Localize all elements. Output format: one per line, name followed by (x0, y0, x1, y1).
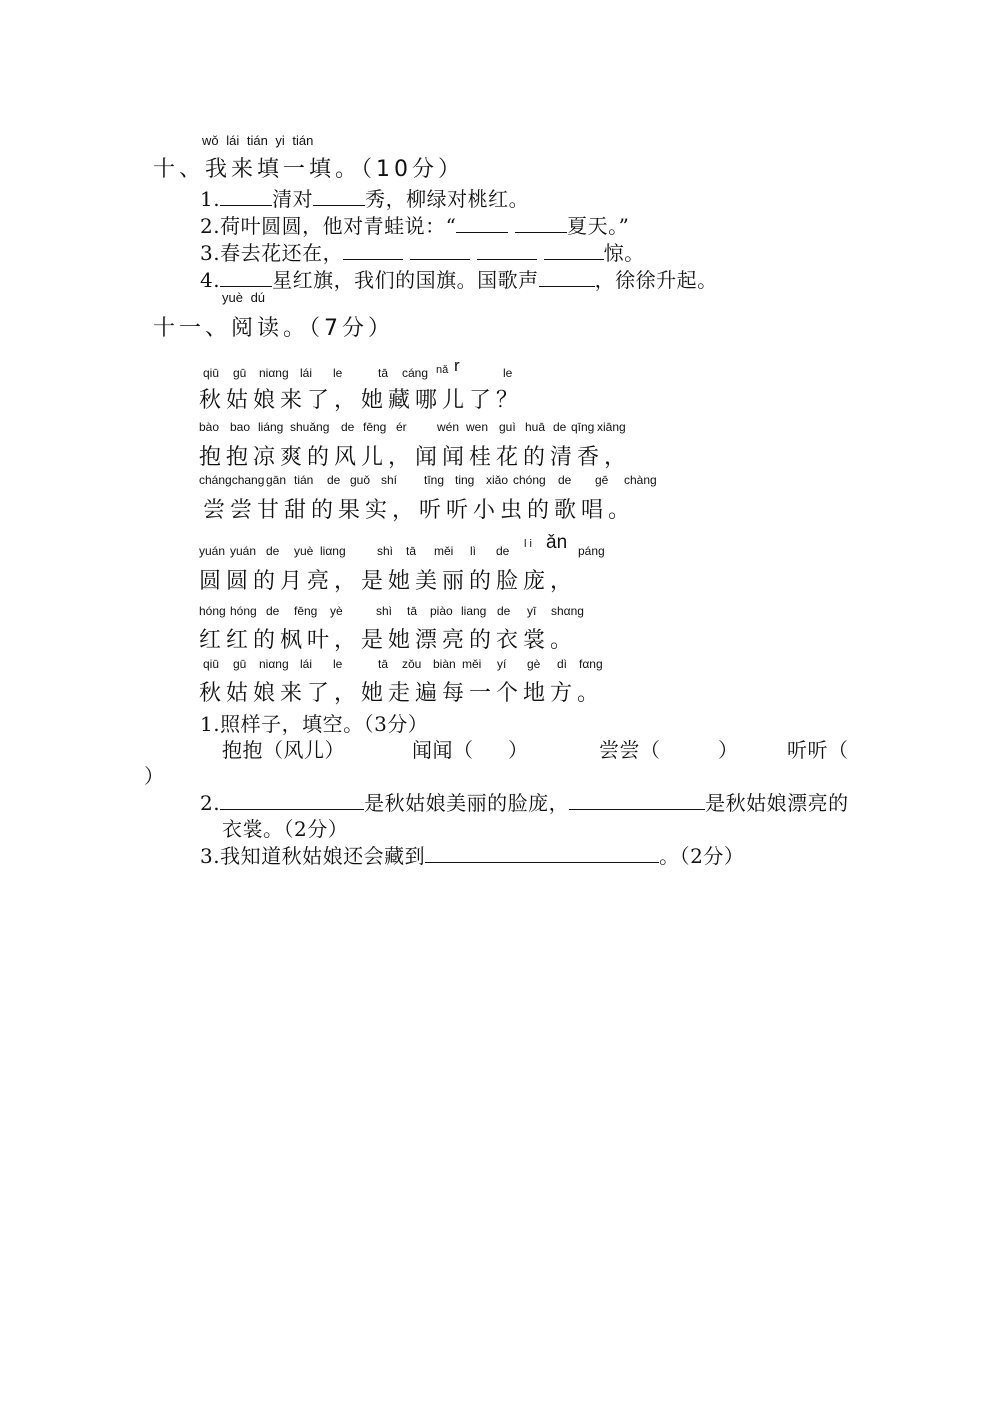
pinyin: yī (527, 604, 537, 618)
q2-a: 是秋姑娘美丽的脸庞， (364, 791, 570, 815)
pinyin: gū (233, 657, 247, 671)
pinyin: páng (578, 544, 605, 558)
blank[interactable] (313, 204, 365, 206)
q10-4-num: 4. (200, 268, 221, 292)
section-11-pinyin: yuè dú (222, 290, 266, 305)
pinyin: wen (466, 420, 489, 434)
pinyin: tā (378, 657, 389, 671)
pinyin: qiū (203, 657, 220, 671)
pinyin: yè (330, 604, 343, 618)
pinyin: qīng (571, 420, 595, 434)
pinyin: lái (300, 366, 313, 380)
pinyin: biàn (433, 657, 456, 671)
poem-line-3: 尝尝甘甜的果实，听听小虫的歌唱。 (203, 498, 636, 523)
pinyin: le (333, 366, 343, 380)
pinyin: hóng (199, 604, 226, 618)
pinyin: guǒ (350, 473, 371, 487)
pinyin: shì (376, 604, 393, 618)
pinyin: xiǎo (486, 473, 509, 487)
blank[interactable] (220, 808, 364, 810)
blank[interactable] (569, 808, 705, 810)
pinyin: liang (461, 604, 487, 618)
q1-item-3: 尝尝（ (599, 738, 661, 762)
pinyin: lái (300, 657, 313, 671)
pinyin: shì (377, 544, 394, 558)
poem-line-3-pinyin (0, 473, 1000, 491)
q10-1 (200, 183, 529, 212)
pinyin: de (266, 544, 280, 558)
q10-3-text: 3.春去花还在， (200, 241, 344, 265)
pinyin: de (266, 604, 280, 618)
q10-1-num: 1. (200, 187, 221, 211)
poem-line-5: 红红的枫叶，是她漂亮的衣裳。 (199, 628, 578, 653)
q2-num: 2. (200, 791, 221, 815)
pinyin: yí (497, 657, 507, 671)
pinyin: hóng (230, 604, 257, 618)
blank[interactable] (410, 258, 470, 260)
pinyin: ér (396, 420, 407, 434)
section-10-title: 十、我来填一填。（10分） (153, 157, 464, 182)
q10-2 (200, 210, 629, 239)
blank[interactable] (544, 258, 604, 260)
pinyin: cáng (402, 366, 429, 380)
poem-line-5-pinyin (0, 604, 1000, 622)
pinyin: měi (434, 544, 454, 558)
pinyin: guì (499, 420, 516, 434)
pinyin: le (503, 366, 513, 380)
blank[interactable] (220, 204, 272, 206)
poem-line-1-pinyin (0, 356, 1000, 378)
pinyin: r (454, 356, 460, 375)
q1-item-2-close: ） (508, 738, 529, 762)
pinyin: de (497, 604, 511, 618)
q3-b: 。（2分） (659, 844, 745, 868)
pinyin: piào (430, 604, 453, 618)
pinyin: chóng (513, 473, 546, 487)
pinyin: shuǎng (290, 420, 330, 434)
blank[interactable] (220, 285, 272, 287)
pinyin: yuán (199, 544, 226, 558)
q1-item-4: 听听（ (787, 738, 849, 762)
blank[interactable] (456, 231, 508, 233)
pinyin: tā (406, 544, 417, 558)
pinyin: shαng (551, 604, 584, 618)
poem-line-1: 秋姑娘来了，她藏哪儿了？ (199, 388, 524, 413)
pinyin: tā (407, 604, 418, 618)
q1-item-1: 抱抱（风儿） (222, 738, 345, 762)
pinyin: xiāng (597, 420, 626, 434)
pinyin: gān (266, 473, 287, 487)
pinyin: zǒu (402, 657, 422, 671)
pinyin: bao (230, 420, 251, 434)
poem-line-6-pinyin (0, 657, 1000, 675)
pinyin: fαng (579, 657, 603, 671)
q10-1-b: 秀，柳绿对桃红。 (365, 187, 530, 211)
pinyin: nǎ (436, 364, 449, 376)
pinyin: shí (381, 473, 398, 487)
pinyin: l i (524, 538, 532, 550)
pinyin: gū (233, 366, 247, 380)
pinyin: wén (437, 420, 460, 434)
question-2 (200, 787, 849, 816)
pinyin: de (496, 544, 510, 558)
section-11-title: 十一、阅读。（7分） (153, 316, 394, 341)
blank[interactable] (477, 258, 537, 260)
poem-line-4: 圆圆的月亮，是她美丽的脸庞， (199, 569, 578, 594)
pinyin: měi (462, 657, 482, 671)
q10-1-a: 清对 (272, 187, 314, 211)
pinyin: niαng (259, 657, 289, 671)
pinyin: ǎn (546, 532, 568, 553)
pinyin: de (327, 473, 341, 487)
question-1-title: 1.照样子，填空。（3分） (200, 712, 429, 736)
pinyin: yuè (294, 544, 314, 558)
pinyin: gè (527, 657, 541, 671)
pinyin: dì (557, 657, 568, 671)
pinyin: liαng (320, 544, 346, 558)
pinyin: de (553, 420, 567, 434)
pinyin: chàng (624, 473, 657, 487)
q1-item-3-close: ） (718, 738, 739, 762)
q10-3-end: 惊。 (603, 241, 645, 265)
pinyin: liáng (258, 420, 284, 434)
pinyin: ting (455, 473, 475, 487)
q10-4 (200, 264, 718, 293)
blank[interactable] (515, 231, 567, 233)
pinyin: tián (294, 473, 314, 487)
pinyin: niαng (259, 366, 289, 380)
question-3 (200, 840, 744, 869)
pinyin: bào (199, 420, 220, 434)
poem-line-2-pinyin (0, 420, 1000, 438)
pinyin: chángchang (199, 473, 265, 487)
blank[interactable] (539, 285, 595, 287)
q1-item-2: 闻闻（ (412, 738, 474, 762)
pinyin: qiū (203, 366, 220, 380)
q2-b: 是秋姑娘漂亮的 (705, 791, 849, 815)
q10-4-a: 星红旗，我们的国旗。国歌声 (272, 268, 539, 292)
poem-line-6: 秋姑娘来了，她走遍每一个地方。 (199, 681, 605, 706)
pinyin: gē (595, 473, 609, 487)
pinyin: fēng (363, 420, 387, 434)
q10-3 (200, 237, 645, 266)
poem-line-4-pinyin (0, 532, 1000, 556)
pinyin: de (558, 473, 572, 487)
pinyin: fēng (294, 604, 318, 618)
pinyin: de (341, 420, 355, 434)
q1-item-4-close: ） (144, 764, 165, 788)
pinyin: lì (470, 544, 476, 558)
poem-line-2: 抱抱凉爽的风儿，闻闻桂花的清香， (199, 445, 632, 470)
section-10-pinyin: wǒ lái tián yi tián (202, 133, 314, 148)
q3-a: 3.我知道秋姑娘还会藏到 (200, 844, 426, 868)
pinyin: tā (378, 366, 389, 380)
q10-2-text: 2.荷叶圆圆，他对青蛙说：“ (200, 214, 457, 238)
pinyin: huā (525, 420, 546, 434)
pinyin: yuán (230, 544, 257, 558)
question-2-cont: 衣裳。（2分） (222, 817, 349, 841)
q10-2-end: 夏天。” (567, 214, 630, 238)
pinyin: le (333, 657, 343, 671)
blank[interactable] (343, 258, 403, 260)
blank[interactable] (425, 861, 659, 863)
pinyin: tīng (424, 473, 445, 487)
q10-4-b: ，徐徐升起。 (594, 268, 718, 292)
